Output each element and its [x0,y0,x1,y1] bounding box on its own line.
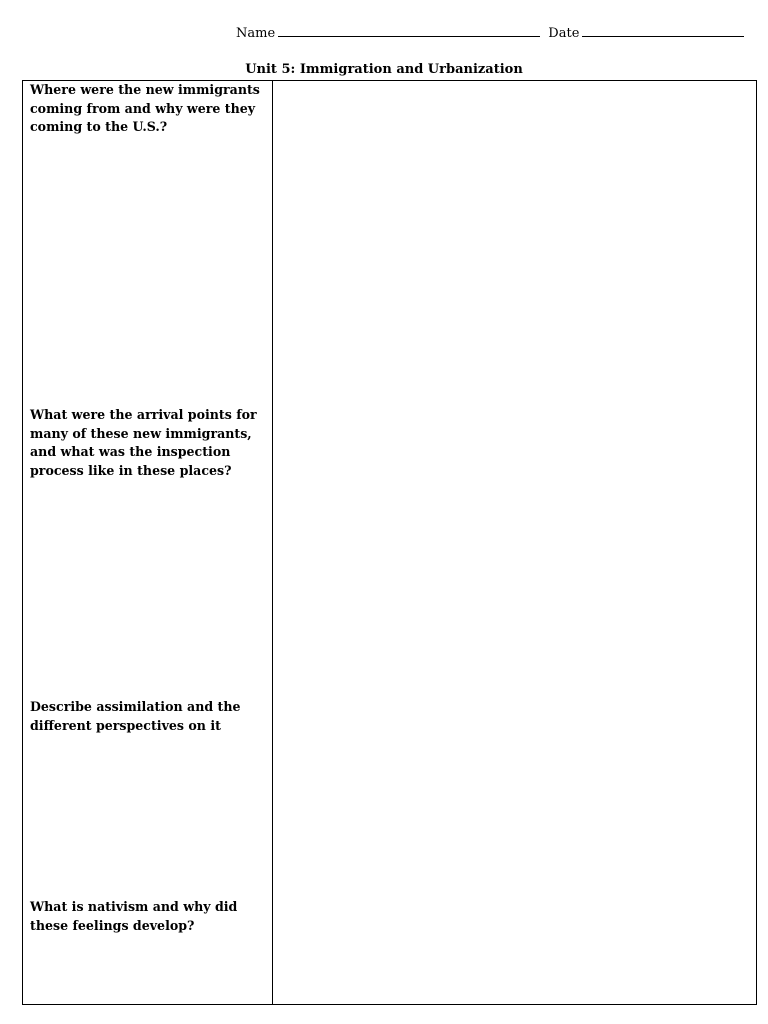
page-title: Unit 5: Immigration and Urbanization [245,62,523,77]
question-3: Describe assimilation and the different perspectives on it [30,699,241,733]
question-4: What is nativism and why did these feelings develop? [30,899,238,933]
answer-area[interactable] [273,81,756,1004]
date-label: Date [548,26,580,41]
worksheet-table [22,80,757,1005]
question-2: What were the arrival points for many of these new immigrants, and what was the inspection process like in these places? [30,407,257,478]
name-blank[interactable] [278,24,540,37]
question-1: Where were the new immigrants coming from and why were they coming to the U.S.? [30,82,260,134]
name-label: Name [236,26,276,41]
header-line [236,24,744,43]
date-blank[interactable] [582,24,744,37]
